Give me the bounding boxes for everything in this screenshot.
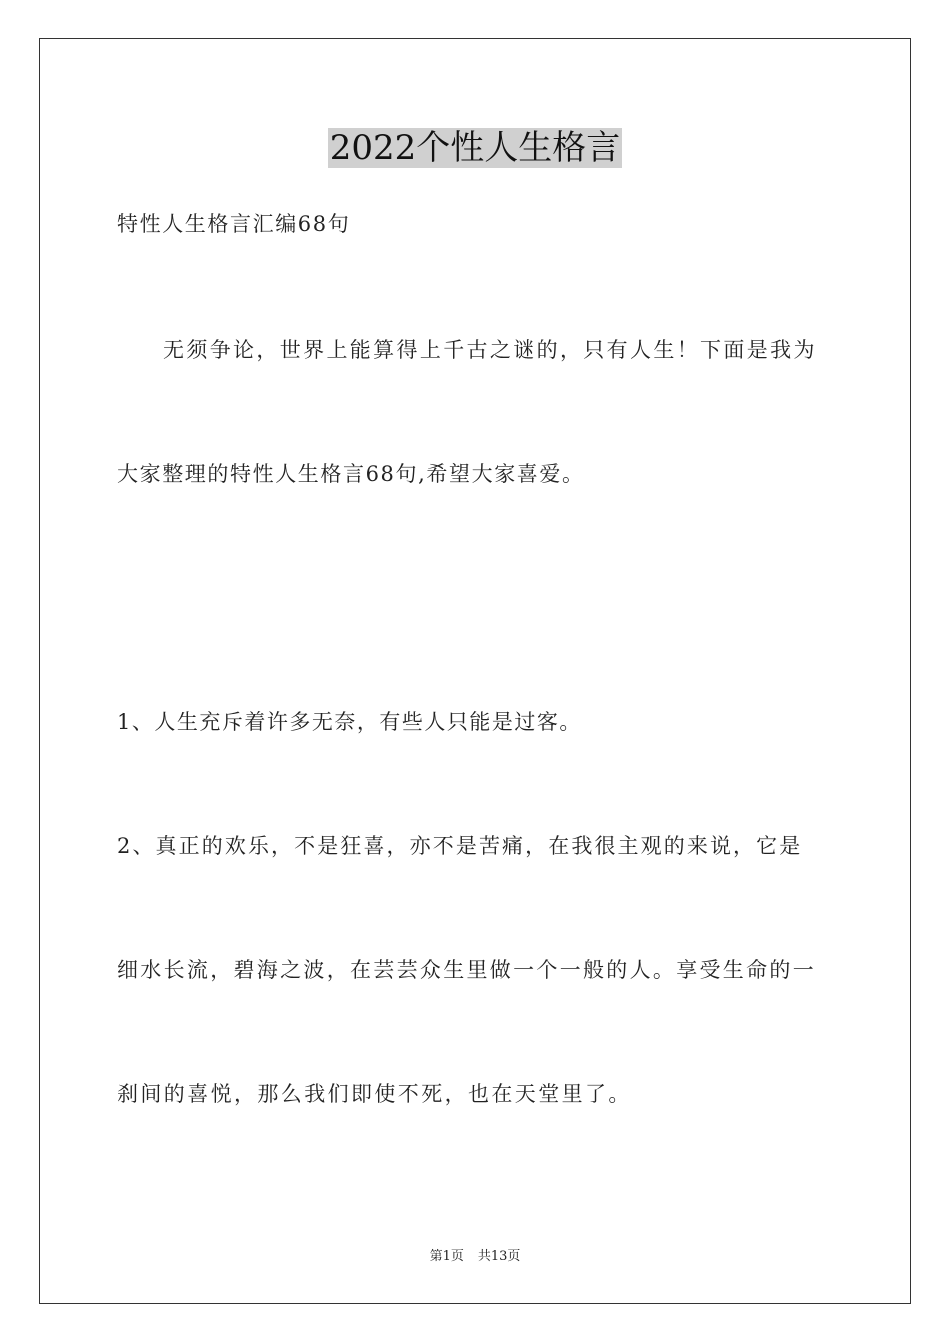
document-title: 2022个性人生格言 bbox=[329, 128, 621, 168]
quote-2-line-1: 2、真正的欢乐，不是狂喜，亦不是苦痛，在我很主观的来说，它是 bbox=[117, 834, 803, 858]
intro-paragraph-line-2: 大家整理的特性人生格言68句,希望大家喜爱。 bbox=[117, 462, 585, 486]
page-footer bbox=[0, 1248, 950, 1266]
title-container bbox=[0, 128, 950, 168]
page-number-total: 共13页 bbox=[477, 1249, 521, 1264]
page-number-current: 第1页 bbox=[429, 1249, 464, 1264]
intro-paragraph-line-1: 无须争论，世界上能算得上千古之谜的，只有人生！下面是我为 bbox=[163, 338, 817, 362]
quote-1-line: 1、人生充斥着许多无奈，有些人只能是过客。 bbox=[117, 710, 582, 734]
quote-2-line-3: 刹间的喜悦，那么我们即使不死，也在天堂里了。 bbox=[117, 1082, 632, 1106]
quote-2-line-2: 细水长流，碧海之波，在芸芸众生里做一个一般的人。享受生命的一 bbox=[117, 958, 816, 982]
subtitle-line: 特性人生格言汇编68句 bbox=[117, 212, 351, 236]
